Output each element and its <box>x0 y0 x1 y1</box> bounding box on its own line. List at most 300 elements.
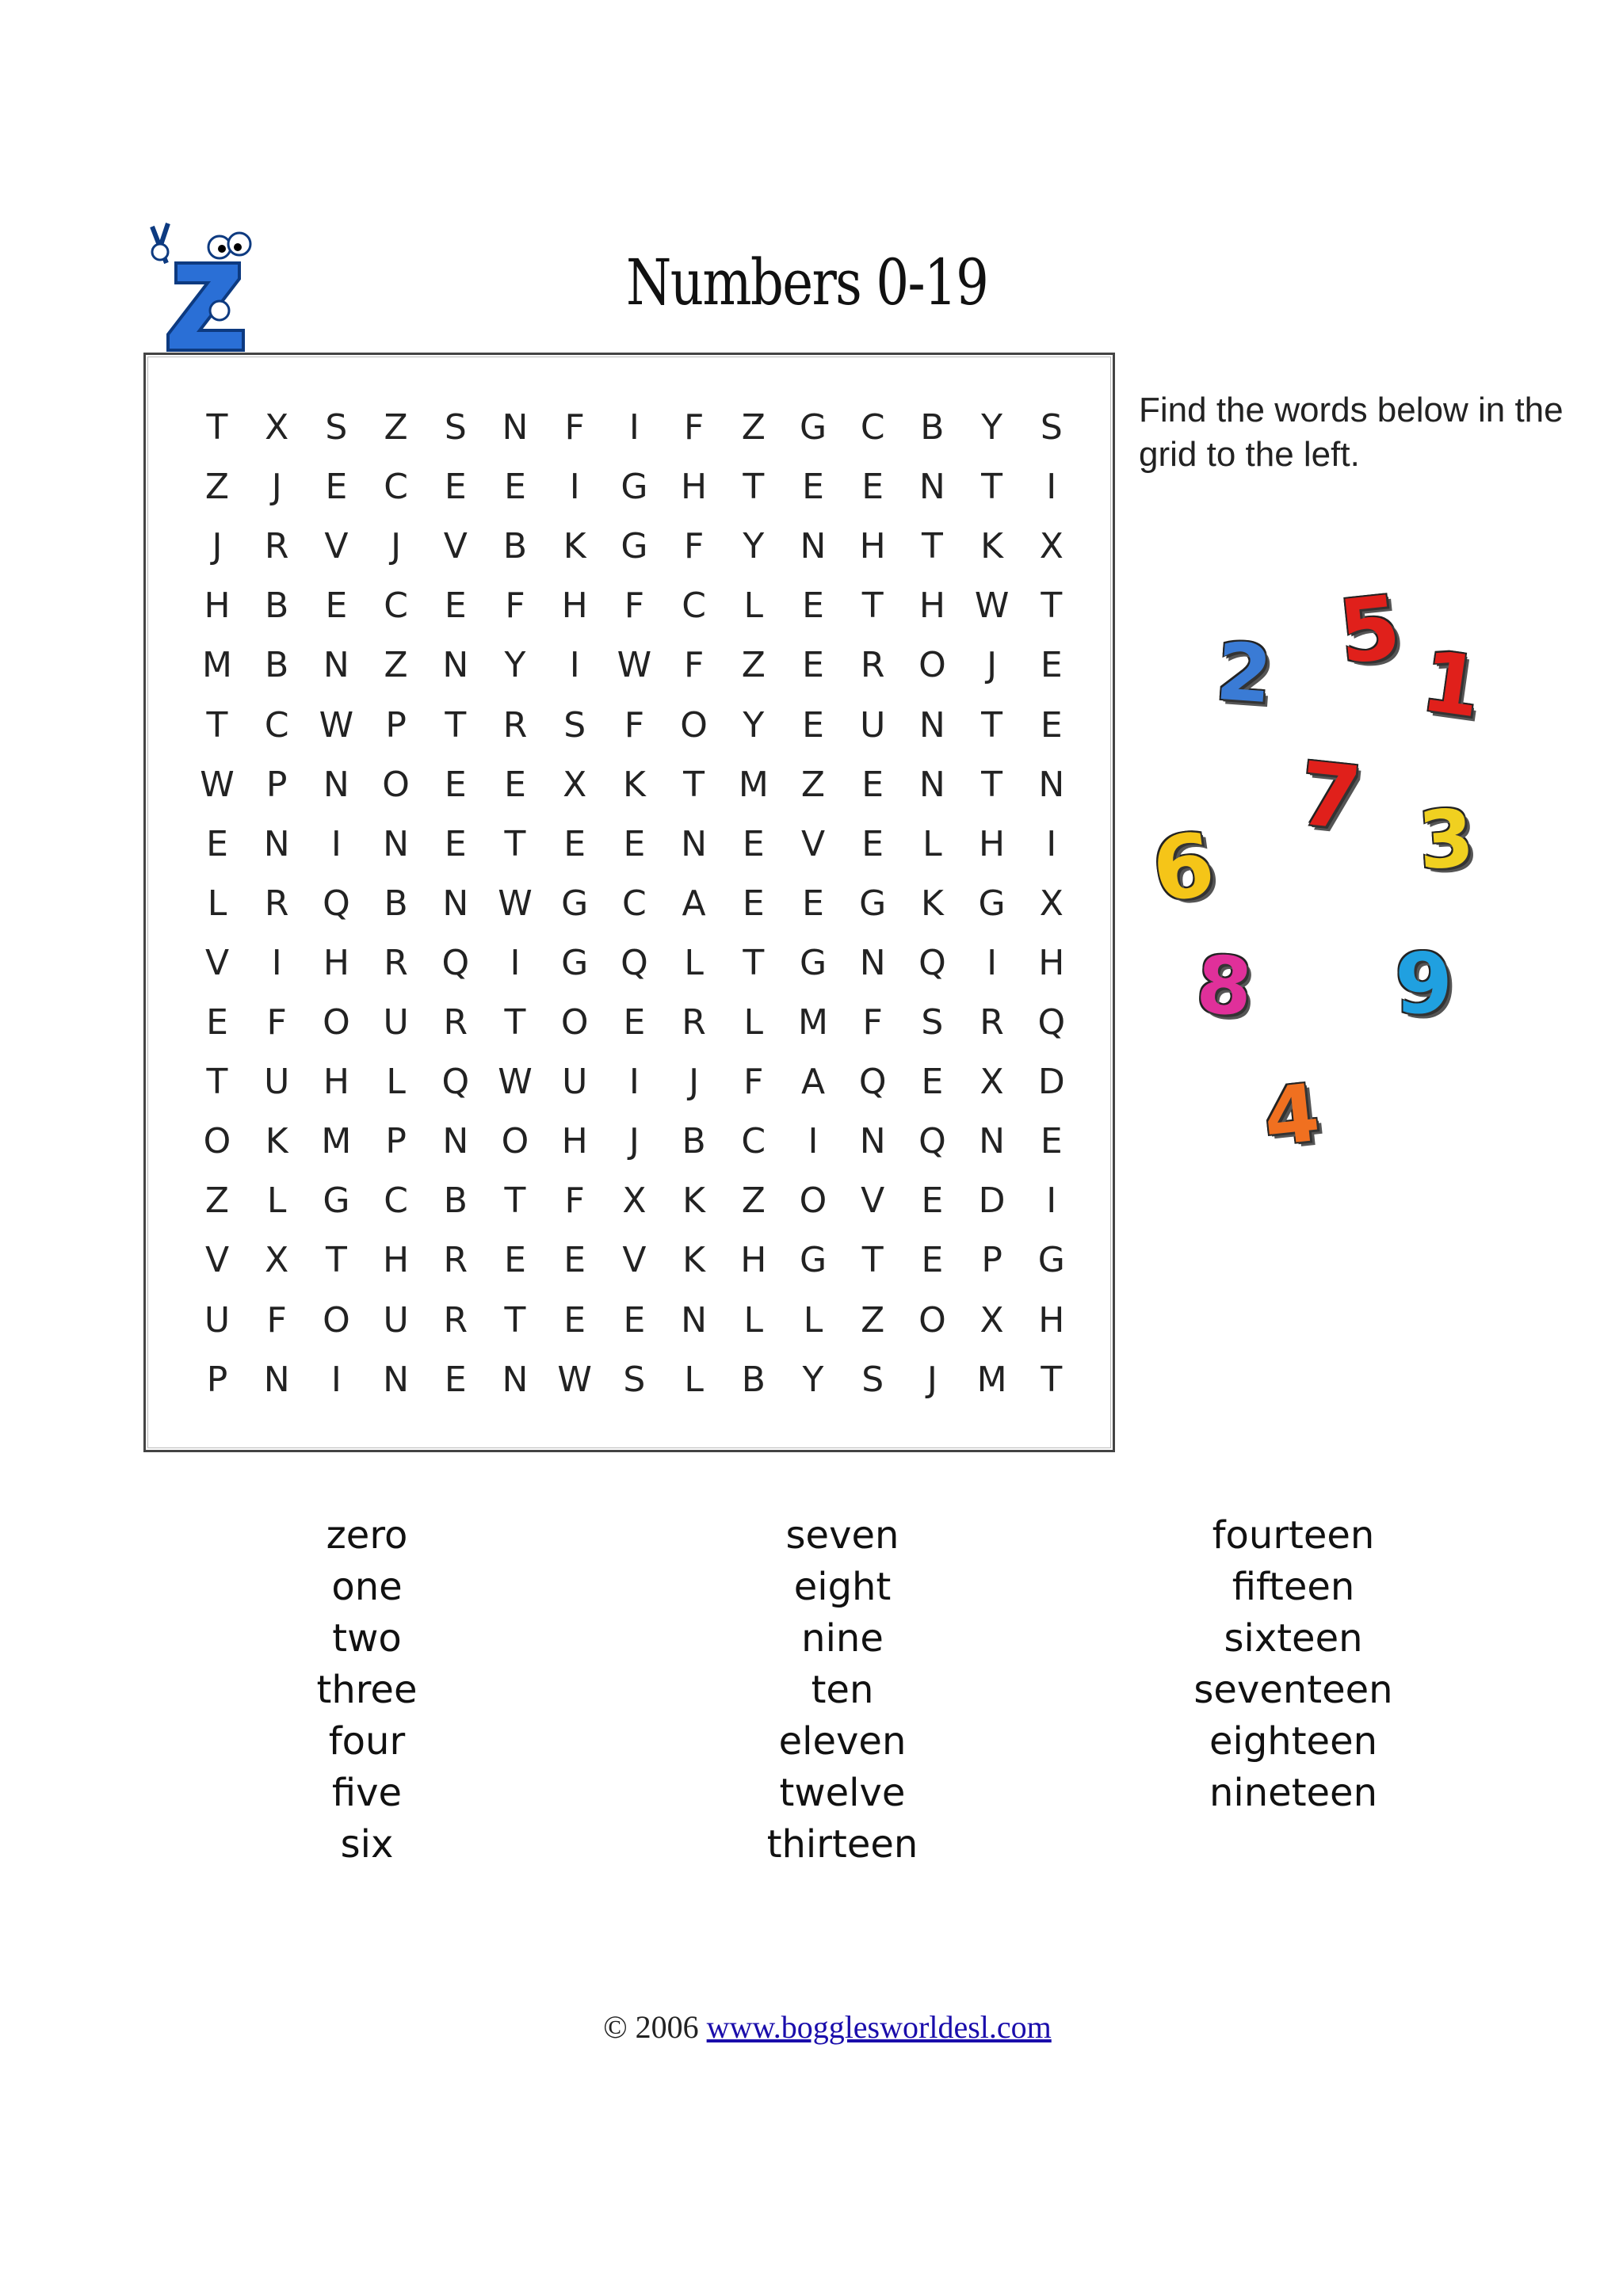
grid-letter: G <box>621 526 648 567</box>
word-list-item: fourteen <box>1212 1513 1375 1558</box>
grid-letter: T <box>981 467 1003 508</box>
grid-letter: T <box>1041 585 1063 627</box>
grid-letter: Q <box>918 942 946 983</box>
grid-letter: P <box>385 1121 407 1162</box>
grid-letter: O <box>203 1121 231 1162</box>
grid-letter: C <box>682 585 706 627</box>
grid-letter: P <box>265 764 288 805</box>
word-list-item: seventeen <box>1193 1668 1393 1712</box>
number-8-icon: 8 <box>1193 937 1255 1035</box>
grid-letter: B <box>265 585 289 627</box>
grid-letter: H <box>859 526 886 567</box>
cartoon-letter-z-icon <box>144 215 263 358</box>
grid-letter: Q <box>621 942 648 983</box>
grid-letter: N <box>800 526 827 567</box>
grid-letter: Z <box>204 467 230 508</box>
grid-letter: N <box>859 1121 886 1162</box>
grid-letter: A <box>800 1062 826 1103</box>
grid-row <box>146 1118 1113 1165</box>
grid-letter: B <box>265 645 289 686</box>
word-list-column-2 <box>684 1510 1001 1871</box>
grid-letter: Y <box>743 704 765 746</box>
grid-letter: R <box>682 1002 706 1043</box>
word-list-item: nine <box>801 1616 884 1661</box>
grid-letter: B <box>443 1180 468 1222</box>
grid-letter: N <box>918 704 945 746</box>
grid-letter: M <box>738 764 769 805</box>
grid-letter: G <box>561 942 589 983</box>
grid-letter: E <box>504 764 526 805</box>
grid-row <box>146 404 1113 452</box>
grid-letter: E <box>563 1240 586 1281</box>
grid-letter: V <box>622 1240 647 1281</box>
grid-letter: E <box>504 467 526 508</box>
grid-letter: E <box>325 585 348 627</box>
grid-letter: L <box>743 1002 764 1043</box>
grid-letter: V <box>324 526 349 567</box>
grid-letter: E <box>623 1002 646 1043</box>
grid-row <box>146 999 1113 1047</box>
grid-letter: F <box>266 1002 287 1043</box>
grid-letter: S <box>623 1359 646 1400</box>
grid-letter: P <box>981 1240 1002 1281</box>
grid-letter: C <box>264 704 289 746</box>
grid-letter: O <box>323 1299 350 1341</box>
grid-letter: T <box>743 942 765 983</box>
grid-letter: X <box>622 1180 647 1222</box>
grid-row <box>146 523 1113 570</box>
grid-letter: I <box>330 1359 342 1400</box>
grid-letter: I <box>628 1062 640 1103</box>
word-list-item: seven <box>785 1513 899 1558</box>
grid-letter: E <box>861 764 884 805</box>
grid-letter: J <box>212 526 223 567</box>
grid-letter: L <box>803 1299 823 1341</box>
number-7-icon: 7 <box>1294 742 1366 850</box>
grid-letter: A <box>682 883 706 924</box>
grid-letter: E <box>444 585 467 627</box>
grid-row <box>146 1237 1113 1284</box>
grid-letter: H <box>1038 942 1065 983</box>
grid-letter: T <box>1041 1359 1063 1400</box>
grid-letter: K <box>622 764 646 805</box>
grid-letter: R <box>443 1240 468 1281</box>
grid-letter: O <box>560 1002 589 1043</box>
grid-letter: Z <box>861 1299 885 1341</box>
grid-letter: J <box>987 645 998 686</box>
grid-letter: N <box>442 1121 469 1162</box>
grid-row <box>146 880 1113 928</box>
grid-letter: N <box>859 942 886 983</box>
grid-letter: V <box>800 823 826 864</box>
word-list-item: thirteen <box>766 1822 918 1867</box>
grid-row <box>146 702 1113 749</box>
grid-letter: T <box>206 704 228 746</box>
grid-letter: D <box>1037 1062 1065 1103</box>
number-1-icon: 1 <box>1415 632 1487 737</box>
grid-letter: F <box>743 1062 764 1103</box>
grid-letter: H <box>918 585 945 627</box>
grid-letter: P <box>385 704 407 746</box>
grid-letter: R <box>443 1002 468 1043</box>
grid-letter: Q <box>323 883 350 924</box>
word-list-item: one <box>331 1565 403 1609</box>
website-link[interactable]: www.bogglesworldesl.com <box>706 2009 1052 2045</box>
grid-letter: U <box>562 1062 588 1103</box>
number-2-icon: 2 <box>1213 624 1275 722</box>
grid-letter: C <box>622 883 647 924</box>
grid-letter: M <box>976 1359 1007 1400</box>
grid-letter: C <box>384 585 408 627</box>
grid-letter: N <box>383 1359 410 1400</box>
grid-letter: S <box>861 1359 884 1400</box>
grid-letter: V <box>861 1180 885 1222</box>
grid-letter: X <box>563 764 587 805</box>
grid-letter: N <box>323 645 349 686</box>
grid-letter: X <box>265 1240 289 1281</box>
grid-row <box>146 761 1113 809</box>
grid-letter: I <box>330 823 342 864</box>
grid-letter: R <box>443 1299 468 1341</box>
grid-letter: T <box>504 1299 526 1341</box>
grid-letter: S <box>921 1002 944 1043</box>
grid-letter: I <box>987 942 998 983</box>
grid-row <box>146 1297 1113 1344</box>
grid-letter: T <box>445 704 467 746</box>
grid-letter: C <box>860 407 885 448</box>
grid-letter: W <box>557 1359 592 1400</box>
word-list-item: sixteen <box>1224 1616 1363 1661</box>
grid-letter: S <box>325 407 348 448</box>
grid-letter: Z <box>741 1180 766 1222</box>
grid-letter: F <box>862 1002 883 1043</box>
grid-letter: V <box>204 942 230 983</box>
number-9-icon: 9 <box>1395 936 1453 1032</box>
grid-letter: Q <box>441 1062 470 1103</box>
grid-letter: R <box>264 526 289 567</box>
grid-letter: O <box>501 1121 529 1162</box>
grid-letter: Q <box>1037 1002 1066 1043</box>
grid-letter: P <box>206 1359 228 1400</box>
grid-letter: E <box>921 1062 944 1103</box>
grid-letter: O <box>323 1002 350 1043</box>
grid-letter: Z <box>384 645 408 686</box>
grid-letter: F <box>683 526 705 567</box>
grid-letter: N <box>918 764 945 805</box>
grid-letter: J <box>689 1062 700 1103</box>
grid-letter: N <box>681 1299 708 1341</box>
grid-letter: C <box>741 1121 766 1162</box>
grid-letter: K <box>682 1180 706 1222</box>
grid-letter: X <box>265 407 289 448</box>
grid-letter: N <box>442 883 469 924</box>
grid-letter: H <box>323 942 349 983</box>
grid-letter: R <box>264 883 289 924</box>
copyright-text: © 2006 <box>603 2009 699 2045</box>
grid-letter: I <box>1046 1180 1057 1222</box>
grid-letter: O <box>799 1180 827 1222</box>
grid-letter: G <box>561 883 589 924</box>
grid-letter: L <box>922 823 942 864</box>
grid-letter: E <box>802 704 824 746</box>
number-5-icon: 5 <box>1334 576 1406 684</box>
grid-letter: Z <box>204 1180 230 1222</box>
grid-letter: T <box>504 1002 526 1043</box>
grid-letter: I <box>1046 467 1057 508</box>
grid-letter: G <box>323 1180 350 1222</box>
grid-letter: G <box>1037 1240 1065 1281</box>
grid-letter: E <box>444 1359 467 1400</box>
grid-letter: E <box>921 1240 944 1281</box>
grid-row <box>146 642 1113 689</box>
grid-letter: N <box>263 1359 290 1400</box>
grid-letter: K <box>682 1240 706 1281</box>
grid-row <box>146 1058 1113 1106</box>
grid-letter: R <box>384 942 408 983</box>
word-search-grid <box>143 353 1115 1452</box>
grid-letter: E <box>325 467 348 508</box>
grid-letter: T <box>861 1240 884 1281</box>
word-list-column-1 <box>208 1510 525 1871</box>
grid-letter: Y <box>504 645 526 686</box>
grid-letter: J <box>391 526 402 567</box>
grid-letter: I <box>1046 823 1057 864</box>
grid-letter: U <box>860 704 886 746</box>
grid-letter: F <box>266 1299 287 1341</box>
grid-letter: T <box>981 764 1003 805</box>
grid-letter: Y <box>802 1359 824 1400</box>
grid-letter: E <box>742 883 765 924</box>
grid-letter: J <box>271 467 282 508</box>
grid-letter: M <box>798 1002 828 1043</box>
grid-letter: N <box>383 823 410 864</box>
grid-letter: X <box>980 1062 1004 1103</box>
grid-letter: Y <box>981 407 1003 448</box>
grid-letter: S <box>563 704 586 746</box>
grid-letter: T <box>504 1180 526 1222</box>
grid-letter: G <box>799 1240 827 1281</box>
grid-letter: O <box>918 1299 946 1341</box>
grid-letter: U <box>264 1062 290 1103</box>
word-list-item: two <box>332 1616 402 1661</box>
grid-letter: X <box>1039 526 1064 567</box>
word-list-item: eighteen <box>1209 1719 1378 1764</box>
grid-letter: S <box>444 407 467 448</box>
grid-letter: W <box>200 764 235 805</box>
grid-letter: T <box>861 585 884 627</box>
number-3-icon: 3 <box>1415 791 1477 888</box>
grid-letter: N <box>323 764 349 805</box>
page-title: Numbers 0-19 <box>626 246 988 319</box>
word-list-column-3 <box>1135 1510 1452 1819</box>
grid-letter: U <box>383 1002 409 1043</box>
grid-letter: O <box>918 645 946 686</box>
grid-letter: I <box>271 942 282 983</box>
grid-letter: E <box>444 467 467 508</box>
grid-letter: F <box>624 704 645 746</box>
grid-letter: I <box>808 1121 819 1162</box>
grid-letter: N <box>502 1359 529 1400</box>
grid-letter: E <box>1040 1121 1063 1162</box>
grid-letter: H <box>681 467 708 508</box>
grid-letter: H <box>204 585 231 627</box>
grid-letter: E <box>1040 704 1063 746</box>
grid-letter: Z <box>384 407 408 448</box>
grid-letter: M <box>202 645 232 686</box>
grid-letter: E <box>206 823 228 864</box>
word-list-item: five <box>331 1771 403 1815</box>
grid-letter: T <box>981 704 1003 746</box>
word-list-item: three <box>316 1668 418 1712</box>
grid-letter: Z <box>741 645 766 686</box>
grid-letter: H <box>383 1240 410 1281</box>
grid-letter: L <box>386 1062 406 1103</box>
grid-row <box>146 821 1113 868</box>
grid-letter: T <box>206 1062 228 1103</box>
grid-letter: L <box>743 585 764 627</box>
grid-letter: I <box>569 467 580 508</box>
grid-letter: N <box>1038 764 1065 805</box>
grid-letter: B <box>682 1121 706 1162</box>
grid-letter: R <box>860 645 885 686</box>
grid-letter: J <box>926 1359 938 1400</box>
grid-letter: G <box>799 407 827 448</box>
word-list-item: zero <box>326 1513 408 1558</box>
grid-letter: B <box>741 1359 766 1400</box>
grid-letter: E <box>623 1299 646 1341</box>
grid-letter: D <box>978 1180 1006 1222</box>
grid-letter: W <box>617 645 652 686</box>
grid-letter: K <box>563 526 586 567</box>
grid-letter: G <box>799 942 827 983</box>
grid-letter: I <box>510 942 521 983</box>
grid-letter: T <box>504 823 526 864</box>
grid-letter: F <box>683 645 705 686</box>
grid-letter: Q <box>441 942 470 983</box>
grid-letter: I <box>569 645 580 686</box>
grid-letter: F <box>564 1180 585 1222</box>
word-list-item: fifteen <box>1232 1565 1355 1609</box>
grid-letter: F <box>683 407 705 448</box>
number-4-icon: 4 <box>1259 1066 1324 1165</box>
grid-letter: Q <box>918 1121 946 1162</box>
grid-row <box>146 1177 1113 1225</box>
grid-letter: L <box>684 1359 704 1400</box>
grid-letter: E <box>861 467 884 508</box>
number-6-icon: 6 <box>1146 813 1221 922</box>
grid-letter: E <box>563 1299 586 1341</box>
grid-letter: L <box>207 883 227 924</box>
grid-letter: R <box>502 704 528 746</box>
footer <box>0 2008 1623 2046</box>
grid-letter: K <box>980 526 1004 567</box>
grid-letter: V <box>443 526 468 567</box>
grid-letter: H <box>561 585 588 627</box>
grid-letter: J <box>628 1121 640 1162</box>
grid-letter: B <box>502 526 528 567</box>
grid-letter: F <box>564 407 585 448</box>
word-list-item: four <box>328 1719 406 1764</box>
grid-row <box>146 463 1113 511</box>
grid-letter: K <box>265 1121 288 1162</box>
grid-letter: N <box>979 1121 1006 1162</box>
grid-letter: N <box>442 645 469 686</box>
grid-letter: N <box>681 823 708 864</box>
grid-letter: E <box>802 467 824 508</box>
grid-letter: E <box>563 823 586 864</box>
grid-letter: W <box>319 704 354 746</box>
grid-letter: O <box>680 704 708 746</box>
grid-letter: W <box>498 883 533 924</box>
grid-letter: X <box>1039 883 1064 924</box>
grid-letter: Y <box>743 526 765 567</box>
word-list-item: eight <box>793 1565 892 1609</box>
grid-letter: X <box>980 1299 1004 1341</box>
grid-letter: I <box>628 407 640 448</box>
grid-letter: C <box>384 467 408 508</box>
grid-letter: F <box>505 585 525 627</box>
word-list-item: twelve <box>779 1771 906 1815</box>
grid-letter: L <box>684 942 704 983</box>
grid-letter: E <box>802 645 824 686</box>
grid-letter: E <box>1040 645 1063 686</box>
grid-letter: K <box>920 883 944 924</box>
grid-letter: T <box>325 1240 347 1281</box>
grid-letter: E <box>742 823 765 864</box>
grid-letter: E <box>802 585 824 627</box>
grid-row <box>146 940 1113 987</box>
word-list-item: six <box>340 1822 394 1867</box>
grid-letter: N <box>918 467 945 508</box>
grid-letter: G <box>978 883 1006 924</box>
grid-letter: N <box>502 407 529 448</box>
grid-letter: C <box>384 1180 408 1222</box>
grid-letter: E <box>802 883 824 924</box>
grid-letter: H <box>323 1062 349 1103</box>
grid-letter: O <box>382 764 410 805</box>
grid-letter: H <box>1038 1299 1065 1341</box>
grid-letter: U <box>204 1299 231 1341</box>
grid-letter: T <box>683 764 705 805</box>
grid-letter: U <box>383 1299 409 1341</box>
grid-letter: T <box>206 407 228 448</box>
grid-letter: W <box>974 585 1010 627</box>
grid-letter: V <box>204 1240 230 1281</box>
word-list-item: eleven <box>778 1719 907 1764</box>
grid-letter: E <box>444 764 467 805</box>
grid-letter: G <box>621 467 648 508</box>
grid-row <box>146 1356 1113 1404</box>
grid-letter: H <box>561 1121 588 1162</box>
grid-letter: R <box>980 1002 1004 1043</box>
grid-letter: S <box>1040 407 1063 448</box>
word-list-item: nineteen <box>1209 1771 1377 1815</box>
grid-letter: Z <box>741 407 766 448</box>
grid-letter: H <box>979 823 1006 864</box>
grid-letter: L <box>743 1299 764 1341</box>
grid-letter: E <box>504 1240 526 1281</box>
grid-letter: G <box>859 883 887 924</box>
grid-letter: E <box>921 1180 944 1222</box>
word-list-item: ten <box>811 1668 874 1712</box>
grid-letter: E <box>861 823 884 864</box>
grid-letter: W <box>498 1062 533 1103</box>
grid-letter: M <box>321 1121 352 1162</box>
grid-letter: F <box>624 585 645 627</box>
grid-letter: N <box>263 823 290 864</box>
grid-letter: Z <box>800 764 826 805</box>
grid-letter: E <box>206 1002 228 1043</box>
